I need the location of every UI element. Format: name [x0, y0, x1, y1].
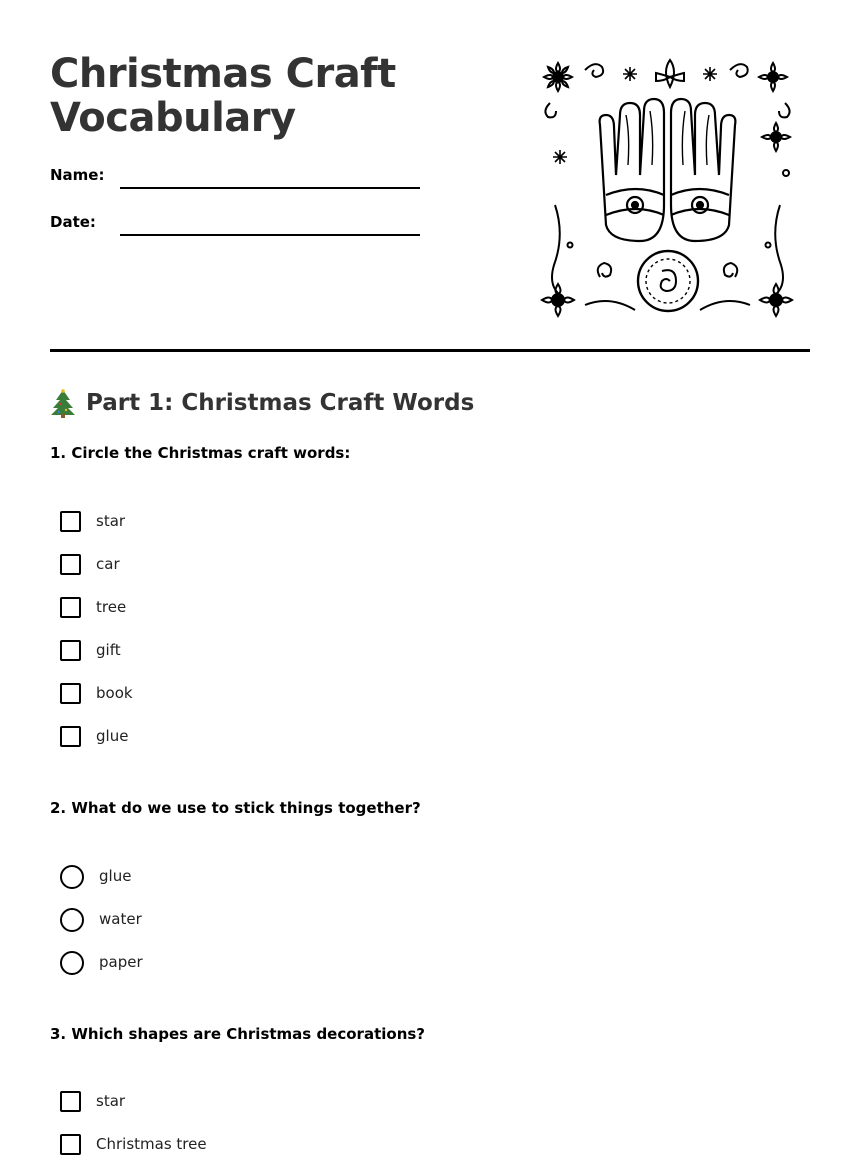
- flower-icon: [544, 63, 572, 91]
- checkbox[interactable]: [60, 726, 81, 747]
- checkbox[interactable]: [60, 683, 81, 704]
- name-write-line[interactable]: [120, 187, 420, 189]
- leaf-icon: [656, 60, 684, 87]
- christmas-tree-icon: [50, 388, 76, 418]
- option-label: Christmas tree: [96, 1135, 207, 1153]
- left-hand-icon: [600, 99, 664, 241]
- question-2-options: [60, 864, 143, 993]
- flower-icon: [542, 284, 574, 316]
- worksheet-page: [50, 0, 810, 1161]
- option-tree[interactable]: [60, 595, 133, 638]
- section-title-text: Part 1: Christmas Craft Words: [86, 390, 475, 416]
- swirl-icon: [598, 263, 611, 277]
- option-book[interactable]: [60, 681, 133, 724]
- checkbox[interactable]: [60, 511, 81, 532]
- option-glue[interactable]: [60, 864, 143, 907]
- dot-icon: [766, 243, 771, 248]
- header-divider: [50, 349, 810, 352]
- radio-button[interactable]: [60, 865, 84, 889]
- option-label: book: [96, 684, 133, 702]
- option-label: paper: [99, 953, 143, 971]
- title-line-1: Christmas Craft: [50, 51, 396, 97]
- title-line-2: Vocabulary: [50, 95, 296, 141]
- right-hand-icon: [671, 99, 735, 241]
- swirl-icon: [730, 64, 748, 77]
- option-star[interactable]: [60, 1089, 207, 1132]
- henna-hands-illustration: [540, 55, 795, 325]
- option-label: star: [96, 512, 126, 530]
- name-field[interactable]: [50, 160, 420, 190]
- checkbox[interactable]: [60, 1091, 81, 1112]
- name-label: Name:: [50, 166, 105, 184]
- checkbox[interactable]: [60, 1134, 81, 1155]
- option-water[interactable]: [60, 907, 143, 950]
- option-glue[interactable]: [60, 724, 133, 767]
- flower-icon: [760, 284, 792, 316]
- checkbox[interactable]: [60, 554, 81, 575]
- checkbox[interactable]: [60, 640, 81, 661]
- option-label: tree: [96, 598, 127, 616]
- question-1-prompt: 1. Circle the Christmas craft words:: [50, 444, 351, 462]
- option-star[interactable]: [60, 509, 133, 552]
- option-label: star: [96, 1092, 126, 1110]
- swirl-icon: [545, 103, 556, 117]
- vine-icon: [552, 205, 560, 295]
- checkbox[interactable]: [60, 597, 81, 618]
- date-label: Date:: [50, 213, 96, 231]
- dot-icon: [783, 170, 789, 176]
- flower-icon: [762, 123, 790, 151]
- radio-button[interactable]: [60, 908, 84, 932]
- swirl-icon: [700, 301, 750, 310]
- question-2-prompt: 2. What do we use to stick things together?: [50, 799, 421, 817]
- option-label: water: [99, 910, 142, 928]
- option-label: glue: [96, 727, 129, 745]
- dot-icon: [568, 243, 573, 248]
- worksheet-title: [50, 52, 490, 140]
- date-field[interactable]: [50, 207, 420, 237]
- swirl-icon: [585, 64, 603, 77]
- option-car[interactable]: [60, 552, 133, 595]
- section-title: [50, 388, 474, 418]
- flower-icon: [759, 63, 787, 91]
- option-label: car: [96, 555, 120, 573]
- option-gift[interactable]: [60, 638, 133, 681]
- swirl-icon: [724, 263, 737, 277]
- option-label: glue: [99, 867, 132, 885]
- option-christmas-tree[interactable]: [60, 1132, 207, 1175]
- medallion-icon: [638, 251, 698, 311]
- swirl-icon: [779, 103, 790, 117]
- option-label: gift: [96, 641, 121, 659]
- date-write-line[interactable]: [120, 234, 420, 236]
- question-3-options: [60, 1089, 207, 1175]
- question-1-options: [60, 509, 133, 767]
- vine-icon: [775, 205, 783, 295]
- swirl-icon: [585, 301, 635, 310]
- question-3-prompt: 3. Which shapes are Christmas decorations?: [50, 1025, 425, 1043]
- option-paper[interactable]: [60, 950, 143, 993]
- radio-button[interactable]: [60, 951, 84, 975]
